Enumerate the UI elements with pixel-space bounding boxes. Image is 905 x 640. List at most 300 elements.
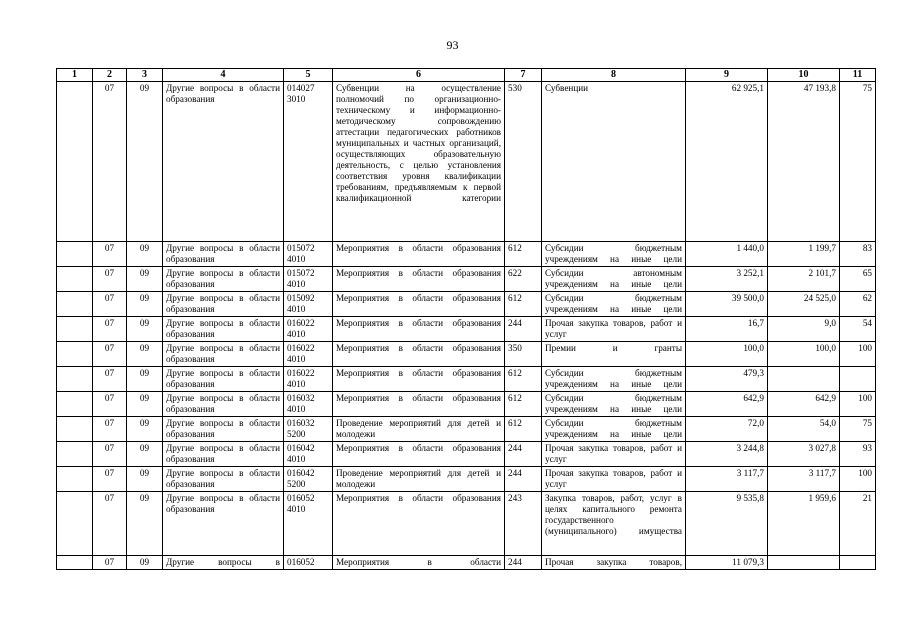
column-1-cell	[57, 467, 93, 492]
table-row	[57, 467, 876, 492]
subsection-code-cell	[127, 556, 163, 570]
expense-type-code-text: 612	[508, 293, 522, 303]
table-row	[57, 442, 876, 467]
execution-percent-cell	[840, 417, 876, 442]
expense-type-code-text: 350	[508, 343, 522, 353]
execution-percent-text: 100	[858, 393, 872, 403]
column-header-1: 1	[57, 69, 93, 82]
section-name-cell	[163, 242, 284, 267]
expense-type-code-cell	[505, 467, 542, 492]
column-1-cell	[57, 492, 93, 556]
subsection-code-text: 09	[139, 293, 150, 303]
subsection-code-text: 09	[139, 493, 150, 503]
chapter-code-cell	[93, 392, 127, 417]
execution-percent-cell	[840, 342, 876, 367]
execution-percent-text: 62	[862, 293, 872, 303]
execution-percent-text: 65	[862, 268, 872, 278]
expense-type-name-cell	[542, 417, 686, 442]
table-row	[57, 267, 876, 292]
execution-percent-text: 75	[862, 83, 872, 93]
section-name-text: Другие вопросы в области образования	[166, 318, 280, 339]
subsection-code-text: 09	[139, 557, 150, 567]
chapter-code-cell	[93, 317, 127, 342]
expense-type-name-cell	[542, 82, 686, 242]
chapter-code-cell	[93, 267, 127, 292]
expense-type-code-text: 612	[508, 418, 522, 428]
target-article-name-text: Проведение мероприятий для детей и молодежи	[336, 418, 501, 439]
target-article-code-part2: 5200	[287, 479, 306, 489]
chapter-code-cell	[93, 292, 127, 317]
expense-type-name-cell	[542, 367, 686, 392]
subsection-code-cell	[127, 442, 163, 467]
planned-amount-cell	[686, 367, 768, 392]
table-row	[57, 367, 876, 392]
section-name-text: Другие вопросы в области образования	[166, 83, 280, 104]
column-1-cell	[57, 242, 93, 267]
section-name-text: Другие вопросы в области образования	[166, 343, 280, 364]
chapter-code-text: 07	[104, 293, 115, 303]
target-article-cell	[284, 82, 333, 242]
target-article-code-part2: 5200	[287, 429, 306, 439]
expense-type-name-cell	[542, 267, 686, 292]
section-name-cell	[163, 492, 284, 556]
target-article-code-part2: 4010	[287, 454, 306, 464]
execution-percent-text: 75	[862, 418, 872, 428]
planned-amount-text: 16,7	[747, 318, 764, 328]
executed-amount-text: 47 193,8	[803, 83, 836, 93]
execution-percent-text: 83	[862, 243, 872, 253]
target-article-name-cell	[333, 342, 505, 367]
target-article-cell	[284, 292, 333, 317]
expense-type-name-text: Субсидии бюджетным учреждениям на иные цели	[545, 368, 682, 389]
target-article-cell	[284, 367, 333, 392]
section-name-cell	[163, 442, 284, 467]
section-name-cell	[163, 367, 284, 392]
table-row	[57, 342, 876, 367]
expense-type-code-cell	[505, 342, 542, 367]
execution-percent-text: 93	[862, 443, 872, 453]
subsection-code-text: 09	[139, 318, 150, 328]
expense-type-code-cell	[505, 292, 542, 317]
subsection-code-text: 09	[139, 343, 150, 353]
column-header-3: 3	[127, 69, 163, 82]
executed-amount-text: 54,0	[819, 418, 836, 428]
column-header-8: 8	[542, 69, 686, 82]
execution-percent-text: 100	[858, 343, 872, 353]
expense-type-code-cell	[505, 556, 542, 570]
target-article-name-cell	[333, 417, 505, 442]
expense-type-code-cell	[505, 367, 542, 392]
section-name-cell	[163, 392, 284, 417]
column-1-cell	[57, 342, 93, 367]
planned-amount-text: 72,0	[747, 418, 764, 428]
expense-type-code-cell	[505, 417, 542, 442]
section-name-text: Другие вопросы в области образования	[166, 268, 280, 289]
column-header-6: 6	[333, 69, 505, 82]
planned-amount-cell	[686, 492, 768, 556]
expense-type-name-text: Закупка товаров, работ, услуг в целях капитального ремонта государственного (муниципального) имущества	[545, 493, 682, 536]
target-article-code-part2: 4010	[287, 254, 306, 264]
target-article-cell	[284, 267, 333, 292]
planned-amount-text: 1 440,0	[736, 243, 764, 253]
column-1-cell	[57, 82, 93, 242]
expense-type-name-cell	[542, 292, 686, 317]
chapter-code-text: 07	[104, 557, 115, 567]
expense-type-name-text: Прочая закупка товаров, работ и услуг	[545, 443, 682, 464]
executed-amount-text: 3 027,8	[808, 443, 836, 453]
target-article-name-cell	[333, 392, 505, 417]
executed-amount-text: 642,9	[815, 393, 836, 403]
target-article-name-text: Мероприятия в области	[336, 557, 501, 567]
page-number: 93	[446, 38, 459, 52]
executed-amount-cell	[768, 442, 840, 467]
subsection-code-text: 09	[139, 443, 150, 453]
chapter-code-text: 07	[104, 493, 115, 503]
target-article-name-text: Мероприятия в области образования	[336, 493, 501, 503]
planned-amount-cell	[686, 392, 768, 417]
table-row	[57, 82, 876, 242]
subsection-code-text: 09	[139, 268, 150, 278]
section-name-text: Другие вопросы в области образования	[166, 418, 280, 439]
target-article-cell	[284, 317, 333, 342]
executed-amount-cell	[768, 556, 840, 570]
target-article-cell	[284, 442, 333, 467]
executed-amount-cell	[768, 367, 840, 392]
section-name-cell	[163, 317, 284, 342]
executed-amount-text: 9,0	[824, 318, 836, 328]
section-name-text: Другие вопросы в области образования	[166, 368, 280, 389]
planned-amount-text: 62 925,1	[731, 83, 764, 93]
subsection-code-cell	[127, 342, 163, 367]
table-row	[57, 492, 876, 556]
target-article-name-text: Мероприятия в области образования	[336, 343, 501, 353]
executed-amount-cell	[768, 417, 840, 442]
execution-percent-cell	[840, 82, 876, 242]
expense-type-name-cell	[542, 317, 686, 342]
expense-type-name-cell	[542, 342, 686, 367]
planned-amount-text: 3 244,8	[736, 443, 764, 453]
execution-percent-cell	[840, 556, 876, 570]
executed-amount-text: 2 101,7	[808, 268, 836, 278]
column-header-7: 7	[505, 69, 542, 82]
subsection-code-text: 09	[139, 418, 150, 428]
chapter-code-cell	[93, 242, 127, 267]
target-article-code-part2: 4010	[287, 304, 306, 314]
subsection-code-cell	[127, 242, 163, 267]
section-name-cell	[163, 267, 284, 292]
target-article-name-text: Мероприятия в области образования	[336, 268, 501, 278]
column-header-5: 5	[284, 69, 333, 82]
section-name-cell	[163, 556, 284, 570]
expense-type-name-text: Субсидии автономным учреждениям на иные цели	[545, 268, 682, 289]
expense-type-name-text: Прочая закупка товаров,	[545, 557, 682, 567]
subsection-code-cell	[127, 467, 163, 492]
target-article-name-text: Мероприятия в области образования	[336, 243, 501, 253]
target-article-name-cell	[333, 492, 505, 556]
planned-amount-text: 9 535,8	[736, 493, 764, 503]
target-article-code-part2: 4010	[287, 329, 306, 339]
execution-percent-cell	[840, 492, 876, 556]
planned-amount-cell	[686, 467, 768, 492]
target-article-name-cell	[333, 242, 505, 267]
execution-percent-cell	[840, 242, 876, 267]
planned-amount-cell	[686, 267, 768, 292]
column-header-9: 9	[686, 69, 768, 82]
target-article-code-part1: 015072	[287, 268, 315, 278]
planned-amount-text: 11 079,3	[732, 557, 764, 567]
expense-type-code-text: 244	[508, 468, 522, 478]
target-article-cell	[284, 556, 333, 570]
chapter-code-text: 07	[104, 393, 115, 403]
subsection-code-cell	[127, 417, 163, 442]
expense-type-name-text: Субсидии бюджетным учреждениям на иные цели	[545, 293, 682, 314]
planned-amount-text: 100,0	[743, 343, 764, 353]
chapter-code-cell	[93, 367, 127, 392]
chapter-code-text: 07	[104, 368, 115, 378]
execution-percent-cell	[840, 392, 876, 417]
executed-amount-cell	[768, 392, 840, 417]
subsection-code-cell	[127, 82, 163, 242]
section-name-text: Другие вопросы в области образования	[166, 443, 280, 464]
planned-amount-text: 479,3	[743, 368, 764, 378]
target-article-cell	[284, 492, 333, 556]
expense-type-code-text: 612	[508, 243, 522, 253]
expense-type-code-text: 244	[508, 318, 522, 328]
header-row	[57, 69, 876, 82]
target-article-code-part2: 4010	[287, 404, 306, 414]
column-header-2: 2	[93, 69, 127, 82]
subsection-code-cell	[127, 367, 163, 392]
execution-percent-cell	[840, 292, 876, 317]
executed-amount-cell	[768, 292, 840, 317]
target-article-code-part1: 016042	[287, 443, 315, 453]
target-article-code-part2: 4010	[287, 354, 306, 364]
section-name-text: Другие вопросы в	[166, 557, 280, 567]
planned-amount-text: 3 252,1	[736, 268, 764, 278]
planned-amount-text: 39 500,0	[731, 293, 764, 303]
subsection-code-cell	[127, 492, 163, 556]
planned-amount-cell	[686, 242, 768, 267]
target-article-cell	[284, 242, 333, 267]
subsection-code-text: 09	[139, 393, 150, 403]
table-row	[57, 292, 876, 317]
column-1-cell	[57, 392, 93, 417]
expense-type-code-text: 612	[508, 368, 522, 378]
table-row	[57, 556, 876, 570]
target-article-code-part1: 016022	[287, 343, 315, 353]
target-article-name-cell	[333, 82, 505, 242]
expense-type-name-text: Прочая закупка товаров, работ и услуг	[545, 318, 682, 339]
table-row	[57, 317, 876, 342]
chapter-code-cell	[93, 556, 127, 570]
execution-percent-cell	[840, 317, 876, 342]
expense-type-code-text: 530	[508, 83, 522, 93]
expense-type-code-cell	[505, 82, 542, 242]
table-row	[57, 242, 876, 267]
target-article-code-part1: 016022	[287, 368, 315, 378]
target-article-code-part1: 014027	[287, 83, 315, 93]
target-article-name-cell	[333, 267, 505, 292]
chapter-code-text: 07	[104, 83, 115, 93]
executed-amount-text: 24 525,0	[803, 293, 836, 303]
subsection-code-text: 09	[139, 468, 150, 478]
target-article-code-part1: 015072	[287, 243, 315, 253]
budget-table	[56, 68, 876, 570]
target-article-name-cell	[333, 442, 505, 467]
target-article-cell	[284, 342, 333, 367]
executed-amount-cell	[768, 342, 840, 367]
executed-amount-cell	[768, 82, 840, 242]
expense-type-code-cell	[505, 242, 542, 267]
section-name-text: Другие вопросы в области образования	[166, 493, 280, 514]
chapter-code-text: 07	[104, 418, 115, 428]
execution-percent-text: 100	[858, 468, 872, 478]
subsection-code-cell	[127, 267, 163, 292]
subsection-code-text: 09	[139, 83, 150, 93]
target-article-code-part1: 016042	[287, 468, 315, 478]
executed-amount-cell	[768, 267, 840, 292]
target-article-name-cell	[333, 556, 505, 570]
executed-amount-text: 3 117,7	[808, 468, 836, 478]
planned-amount-cell	[686, 342, 768, 367]
chapter-code-cell	[93, 82, 127, 242]
execution-percent-text: 54	[862, 318, 872, 328]
section-name-text: Другие вопросы в области образования	[166, 293, 280, 314]
expense-type-name-text: Субсидии бюджетным учреждениям на иные цели	[545, 243, 682, 264]
planned-amount-cell	[686, 417, 768, 442]
target-article-cell	[284, 417, 333, 442]
expense-type-name-text: Субвенции	[545, 83, 589, 93]
subsection-code-cell	[127, 317, 163, 342]
expense-type-code-text: 622	[508, 268, 522, 278]
column-1-cell	[57, 417, 93, 442]
column-header-11: 11	[840, 69, 876, 82]
planned-amount-text: 3 117,7	[736, 468, 764, 478]
column-header-4: 4	[163, 69, 284, 82]
expense-type-name-cell	[542, 242, 686, 267]
target-article-cell	[284, 392, 333, 417]
execution-percent-cell	[840, 367, 876, 392]
chapter-code-cell	[93, 492, 127, 556]
execution-percent-cell	[840, 467, 876, 492]
expense-type-code-text: 244	[508, 443, 522, 453]
target-article-name-text: Проведение мероприятий для детей и молодежи	[336, 468, 501, 489]
executed-amount-cell	[768, 467, 840, 492]
chapter-code-cell	[93, 442, 127, 467]
chapter-code-text: 07	[104, 318, 115, 328]
execution-percent-text: 21	[862, 493, 872, 503]
expense-type-name-cell	[542, 442, 686, 467]
chapter-code-text: 07	[104, 268, 115, 278]
column-1-cell	[57, 556, 93, 570]
executed-amount-cell	[768, 242, 840, 267]
column-header-10: 10	[768, 69, 840, 82]
expense-type-name-cell	[542, 492, 686, 556]
target-article-code-part1: 016052	[287, 557, 315, 567]
target-article-code-part1: 016052	[287, 493, 315, 503]
target-article-name-text: Мероприятия в области образования	[336, 443, 501, 453]
planned-amount-cell	[686, 556, 768, 570]
section-name-cell	[163, 417, 284, 442]
column-1-cell	[57, 317, 93, 342]
expense-type-code-cell	[505, 492, 542, 556]
execution-percent-cell	[840, 267, 876, 292]
expense-type-code-text: 243	[508, 493, 522, 503]
target-article-name-cell	[333, 317, 505, 342]
target-article-code-part2: 4010	[287, 379, 306, 389]
table-row	[57, 392, 876, 417]
section-name-text: Другие вопросы в области образования	[166, 243, 280, 264]
section-name-cell	[163, 292, 284, 317]
column-1-cell	[57, 367, 93, 392]
column-1-cell	[57, 292, 93, 317]
section-name-text: Другие вопросы в области образования	[166, 468, 280, 489]
expense-type-name-text: Премии и гранты	[545, 343, 682, 353]
expense-type-code-cell	[505, 392, 542, 417]
planned-amount-cell	[686, 82, 768, 242]
target-article-code-part1: 016032	[287, 418, 315, 428]
chapter-code-text: 07	[104, 243, 115, 253]
target-article-code-part2: 4010	[287, 279, 306, 289]
chapter-code-text: 07	[104, 468, 115, 478]
chapter-code-cell	[93, 467, 127, 492]
table-row	[57, 417, 876, 442]
executed-amount-cell	[768, 492, 840, 556]
executed-amount-cell	[768, 317, 840, 342]
executed-amount-text: 100,0	[815, 343, 836, 353]
section-name-cell	[163, 82, 284, 242]
chapter-code-cell	[93, 417, 127, 442]
target-article-code-part1: 016022	[287, 318, 315, 328]
section-name-cell	[163, 467, 284, 492]
target-article-code-part1: 016032	[287, 393, 315, 403]
column-1-cell	[57, 267, 93, 292]
executed-amount-text: 1 199,7	[808, 243, 836, 253]
expense-type-name-text: Субсидии бюджетным учреждениям на иные цели	[545, 418, 682, 439]
chapter-code-text: 07	[104, 343, 115, 353]
expense-type-code-cell	[505, 442, 542, 467]
expense-type-name-text: Субсидии бюджетным учреждениям на иные цели	[545, 393, 682, 414]
planned-amount-text: 642,9	[743, 393, 764, 403]
subsection-code-cell	[127, 292, 163, 317]
target-article-name-text: Мероприятия в области образования	[336, 318, 501, 328]
expense-type-name-cell	[542, 556, 686, 570]
target-article-name-text: Мероприятия в области образования	[336, 293, 501, 303]
column-1-cell	[57, 442, 93, 467]
table-body	[57, 82, 876, 570]
section-name-cell	[163, 342, 284, 367]
expense-type-code-text: 244	[508, 557, 522, 567]
expense-type-name-cell	[542, 467, 686, 492]
chapter-code-text: 07	[104, 443, 115, 453]
target-article-name-text: Мероприятия в области образования	[336, 393, 501, 403]
expense-type-code-cell	[505, 267, 542, 292]
subsection-code-text: 09	[139, 243, 150, 253]
target-article-name-text: Субвенции на осуществление полномочий по организационно-техническому и информационно-методическому сопровождению аттестации педагогических работников муниципальных и частных организаций, осуществляющих образовательную деятельность, с целью установления соответствия уровня квалификации требованиям, предъявляемым к первой квалификационной категории	[336, 83, 501, 203]
chapter-code-cell	[93, 342, 127, 367]
planned-amount-cell	[686, 442, 768, 467]
executed-amount-text: 1 959,6	[808, 493, 836, 503]
expense-type-code-text: 612	[508, 393, 522, 403]
execution-percent-cell	[840, 442, 876, 467]
subsection-code-text: 09	[139, 368, 150, 378]
target-article-name-cell	[333, 292, 505, 317]
target-article-name-text: Мероприятия в области образования	[336, 368, 501, 378]
target-article-code-part2: 4010	[287, 504, 306, 514]
target-article-name-cell	[333, 367, 505, 392]
expense-type-name-text: Прочая закупка товаров, работ и услуг	[545, 468, 682, 489]
target-article-name-cell	[333, 467, 505, 492]
